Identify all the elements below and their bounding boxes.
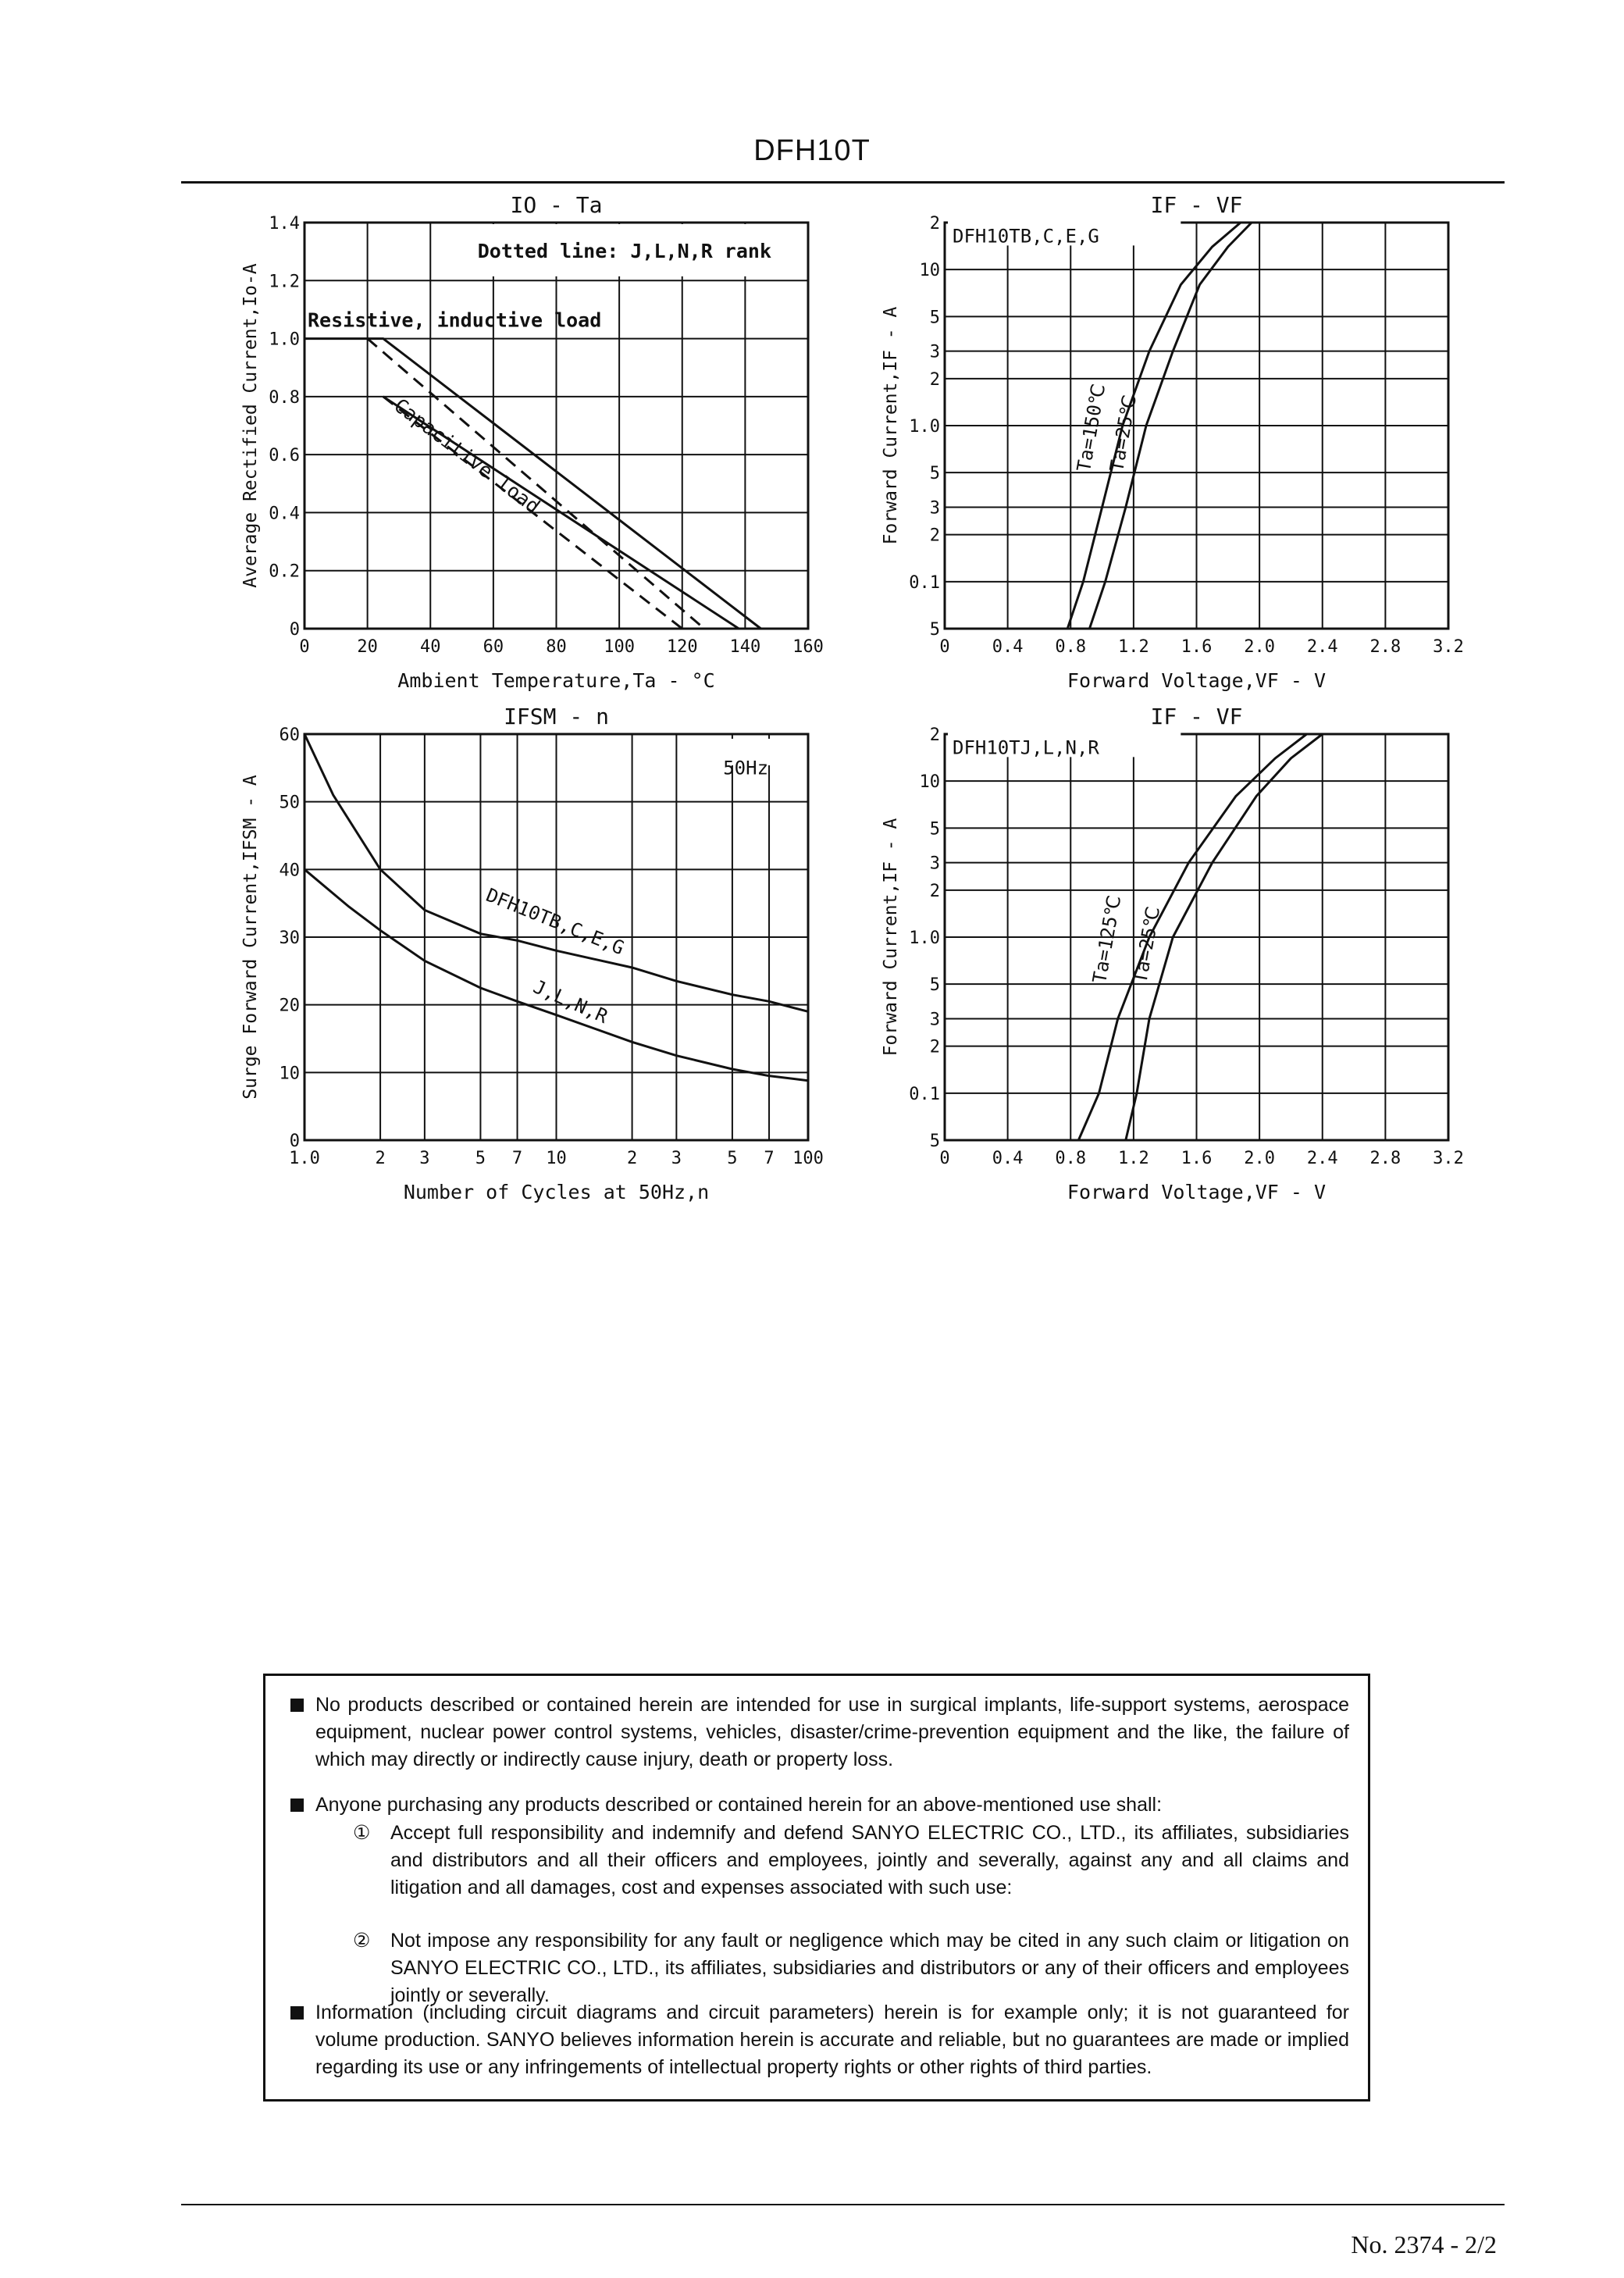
y-tick-label: 5 (929, 975, 940, 996)
y-axis-label: Average Rectified Current,Io-A (240, 263, 261, 588)
x-tick-label: 3.2 (1433, 637, 1464, 657)
x-tick-label: 100 (604, 637, 635, 657)
device-label: DFH10TB,C,E,G (953, 225, 1099, 248)
notice-text-1: No products described or contained herein are intended for use in surgical implants, life-support systems, aerospace equipment, nuclear power control systems, vehicles, disaster/crime-prevention equipment and the like, the failure of which may directly or indirectly cause injury, death or property loss. (315, 1694, 1349, 1770)
y-tick-label: 30 (279, 929, 300, 948)
y-tick-label: 1.0 (909, 929, 940, 948)
x-tick-label: 40 (420, 637, 441, 657)
x-tick-label: 0.4 (992, 637, 1024, 657)
chart-io-ta (234, 187, 828, 703)
chart-if-vf-1 (874, 187, 1468, 703)
y-tick-label: 5 (929, 620, 940, 640)
y-tick-label: 20 (279, 996, 300, 1016)
y-axis-label: Surge Forward Current,IFSM - A (240, 775, 261, 1100)
annotation-capacitive: Capacitive load (390, 394, 545, 519)
x-tick-label: 5 (475, 1149, 486, 1168)
x-tick-label: 20 (357, 637, 378, 657)
y-tick-label: 0.1 (909, 572, 940, 593)
y-tick-label: 5 (929, 1132, 940, 1151)
y-tick-label: 3 (929, 342, 940, 362)
annotation-dotted: Dotted line: J,L,N,R rank (477, 240, 772, 263)
bottom-rule (181, 2204, 1505, 2205)
x-axis-label: Forward Voltage,VF - V (1067, 669, 1327, 692)
x-tick-label: 0 (299, 637, 310, 657)
chart-ifsm-n (234, 699, 828, 1214)
y-tick-label: 3 (929, 498, 940, 519)
x-tick-label: 1.0 (289, 1149, 320, 1168)
y-tick-label: 2 (929, 526, 940, 546)
y-tick-label: 1.4 (269, 214, 300, 234)
chart-if-vf-2 (874, 699, 1468, 1214)
y-axis-label: Forward Current,IF - A (881, 306, 901, 545)
y-tick-label: 0.6 (269, 446, 300, 466)
notice-sub-text-1: Accept full responsibility and indemnify and defend SANYO ELECTRIC CO., LTD., its affiliates, subsidiaries and distributors and all their officers and employees, jointly and severally, against any and all claims and litigation and all damages, cost and expenses associated with such use: (390, 1822, 1349, 1898)
x-tick-label: 0 (939, 1149, 950, 1168)
bullet-icon (290, 1699, 304, 1712)
x-axis-label: Number of Cycles at 50Hz,n (403, 1181, 710, 1203)
bullet-icon (290, 2006, 304, 2020)
x-tick-label: 10 (546, 1149, 567, 1168)
x-tick-label: 140 (729, 637, 761, 657)
series-label: Ta=150℃ (1072, 382, 1110, 474)
y-tick-label: 50 (279, 793, 300, 813)
y-tick-label: 2 (929, 1037, 940, 1057)
y-tick-label: 40 (279, 861, 300, 881)
series-label: J,L,N,R (529, 975, 611, 1028)
chart-title: IO - Ta (510, 192, 603, 218)
series-line (368, 339, 704, 629)
x-tick-label: 2.4 (1306, 1149, 1338, 1168)
y-tick-label: 0.8 (269, 387, 300, 408)
x-tick-label: 1.2 (1118, 637, 1149, 657)
y-tick-label: 1.2 (269, 272, 300, 292)
y-tick-label: 5 (929, 464, 940, 484)
series-label: Ta=25℃ (1106, 393, 1141, 474)
x-tick-label: 60 (483, 637, 504, 657)
x-tick-label: 100 (792, 1149, 824, 1168)
x-tick-label: 2.4 (1306, 637, 1338, 657)
y-tick-label: 3 (929, 1010, 940, 1030)
notice-text-2: Anyone purchasing any products described or contained herein for an above-mentioned use shall: (315, 1794, 1163, 1816)
chart-title: IF - VF (1150, 704, 1243, 729)
series-label: DFH10TB,C,E,G (483, 883, 628, 960)
x-tick-label: 2.8 (1369, 1149, 1401, 1168)
x-tick-label: 80 (546, 637, 567, 657)
notice-sub-text-2: Not impose any responsibility for any fault or negligence which may be cited in any such claim or litigation on SANYO ELECTRIC CO., LTD., its affiliates, subsidiaries and distributors or any of their officers and employees jointly or severally. (390, 1930, 1349, 2006)
y-tick-label: 60 (279, 725, 300, 745)
series-label: Ta=125℃ (1088, 893, 1126, 986)
circled-two: ② (353, 1930, 371, 1952)
y-tick-label: 10 (279, 1064, 300, 1084)
x-tick-label: 1.2 (1118, 1149, 1149, 1168)
chart-title: IFSM - n (504, 704, 609, 729)
y-tick-label: 0 (289, 1132, 300, 1151)
device-label: DFH10TJ,L,N,R (953, 736, 1099, 759)
x-tick-label: 3 (671, 1149, 682, 1168)
x-tick-label: 160 (792, 637, 824, 657)
x-tick-label: 3.2 (1433, 1149, 1464, 1168)
annotation-resistive: Resistive, inductive load (308, 308, 602, 332)
notice-text-3: Information (including circuit diagrams and circuit parameters) herein is for example only; it is not guaranteed for volume production. SANYO believes information herein is accurate and reliable, but no guarantees are made or implied regarding its use or any infringements of intellectual property rights or other rights of third parties. (315, 2002, 1349, 2078)
series-line (304, 339, 761, 629)
series-label: Ta=25℃ (1129, 904, 1165, 986)
y-tick-label: 3 (929, 854, 940, 874)
x-tick-label: 3 (419, 1149, 430, 1168)
top-rule (181, 181, 1505, 184)
y-tick-label: 10 (919, 772, 940, 793)
x-tick-label: 0 (939, 637, 950, 657)
y-tick-label: 0.2 (269, 561, 300, 582)
y-tick-label: 0.1 (909, 1084, 940, 1104)
x-tick-label: 2 (375, 1149, 386, 1168)
y-axis-label: Forward Current,IF - A (881, 818, 901, 1057)
page-title: DFH10T (753, 134, 871, 167)
y-tick-label: 2 (929, 369, 940, 390)
y-tick-label: 5 (929, 819, 940, 840)
x-tick-label: 7 (764, 1149, 775, 1168)
y-tick-label: 2 (929, 881, 940, 901)
x-tick-label: 2 (626, 1149, 638, 1168)
x-tick-label: 0.8 (1055, 637, 1087, 657)
x-tick-label: 120 (666, 637, 698, 657)
y-tick-label: 10 (919, 261, 940, 281)
y-tick-label: 2 (929, 214, 940, 234)
chart-title: IF - VF (1150, 192, 1243, 218)
notice-box (263, 1674, 1370, 2102)
y-tick-label: 0 (289, 620, 300, 640)
x-tick-label: 0.4 (992, 1149, 1024, 1168)
x-tick-label: 2.8 (1369, 637, 1401, 657)
y-tick-label: 1.0 (269, 330, 300, 350)
bullet-icon (290, 1799, 304, 1812)
x-tick-label: 2.0 (1244, 637, 1275, 657)
x-tick-label: 1.6 (1181, 1149, 1213, 1168)
x-tick-label: 7 (511, 1149, 523, 1168)
y-tick-label: 0.4 (269, 504, 300, 524)
x-axis-label: Ambient Temperature,Ta - °C (397, 669, 715, 692)
x-tick-label: 0.8 (1055, 1149, 1087, 1168)
page-footer: No. 2374 - 2/2 (1351, 2230, 1497, 2258)
circled-one: ① (353, 1822, 371, 1844)
x-axis-label: Forward Voltage,VF - V (1067, 1181, 1327, 1203)
x-tick-label: 2.0 (1244, 1149, 1275, 1168)
y-tick-label: 5 (929, 308, 940, 328)
y-tick-label: 1.0 (909, 417, 940, 437)
x-tick-label: 1.6 (1181, 637, 1213, 657)
y-tick-label: 2 (929, 725, 940, 745)
annotation-50hz: 50Hz (723, 757, 769, 779)
x-tick-label: 5 (727, 1149, 738, 1168)
